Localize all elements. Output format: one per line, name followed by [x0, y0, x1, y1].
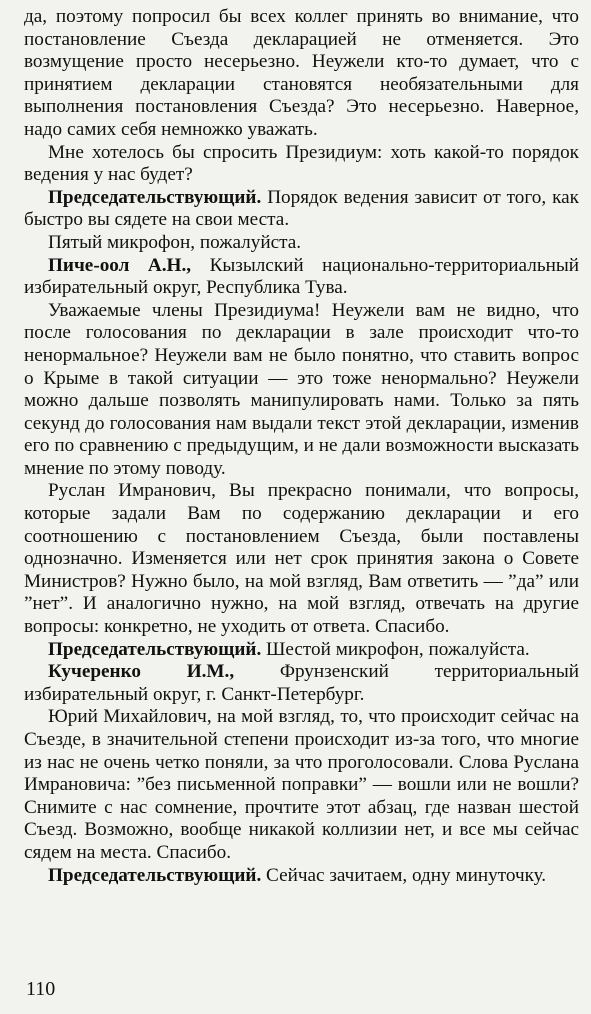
paragraph-text: Порядок ведения зависит от того, как быстро вы сядете на свои места. — [24, 186, 579, 231]
speaker-name: Председательствующий. — [48, 864, 262, 886]
paragraph-5 — [24, 300, 579, 481]
paragraph-4 — [24, 255, 579, 300]
paragraph-text: Фрунзенский территориальный избирательный округ, г. Санкт-Петербург. — [24, 661, 579, 705]
speaker-name: Кучеренко И.М., — [48, 661, 235, 683]
speaker-name: Председательствующий. — [48, 638, 262, 660]
speaker-name: Пиче-оол А.Н., — [48, 254, 192, 276]
body-text — [24, 6, 579, 887]
paragraph-text: Уважаемые члены Президиума! Неужели вам не видно, что после голосования по декларации в зале происходит что-то ненормальное? Неужели вам не было понятно, что ставить вопрос о Крыме в такой ситуации — это тоже ненормально? Неужели можно дальше позволять манипулировать нами. Только за пять секунд до голосования нам выдали текст этой декларации, изменив его по сравнению с предыдущим, и не дали возможности высказать мнение по этому поводу. — [24, 299, 579, 479]
paragraph-text: Шестой микрофон, пожалуйста. — [261, 638, 530, 660]
paragraph-8 — [24, 661, 579, 706]
paragraph-text: Руслан Имранович, Вы прекрасно понимали, что вопросы, которые задали Вам по содержанию декларации и его соотношению с постановлением Съезда, были поставлены однозначно. Изменяется или нет срок принятия закона о Совете Министров? Нужно было, на мой взгляд, Вам ответить — ”да” или ”нет”. И аналогично нужно, на мой взгляд, отвечать на другие вопросы: конкретно, не уходить от ответа. Спасибо. — [24, 480, 579, 638]
paragraph-6 — [24, 480, 579, 638]
paragraph-0 — [24, 6, 579, 142]
paragraph-9 — [24, 706, 579, 864]
paragraph-text: Мне хотелось бы спросить Президиум: хоть какой-то порядок ведения у нас будет? — [24, 141, 579, 186]
paragraph-7 — [24, 639, 579, 662]
paragraph-3 — [24, 232, 579, 255]
paragraph-10 — [24, 865, 579, 888]
paragraph-text: Юрий Михайлович, на мой взгляд, то, что происходит сейчас на Съезде, в значительной степени происходит из-за того, что многие из нас не очень четко поняли, за что проголосовали. Слова Руслана Имрановича: ”без письменной поправки” — вошли или не вошли? Снимите с нас сомнение, прочтите этот абзац, где назван шестой Съезд. Возможно, вообще никакой коллизии нет, и все мы сейчас сядем на места. Спасибо. — [24, 706, 579, 863]
paragraph-text: Кызылский национально-территориальный избирательный округ, Республика Тува. — [24, 254, 579, 299]
paragraph-text: Сейчас зачитаем, одну минуточку. — [261, 864, 547, 886]
paragraph-1 — [24, 142, 579, 187]
page-number: 110 — [26, 978, 56, 1000]
paragraph-2 — [24, 187, 579, 232]
paragraph-text: Пятый микрофон, пожалуйста. — [48, 231, 302, 253]
speaker-name: Председательствующий. — [48, 186, 262, 208]
paragraph-text: да, поэтому попросил бы всех коллег принять во внимание, что постановление Съезда декларацией не отменяется. Это возмущение просто несерьезно. Неужели кто-то думает, что с принятием декларации становятся необязательными для выполнения постановления Съезда? Это несерьезно. Наверное, надо самих себя немножко уважать. — [24, 6, 579, 140]
